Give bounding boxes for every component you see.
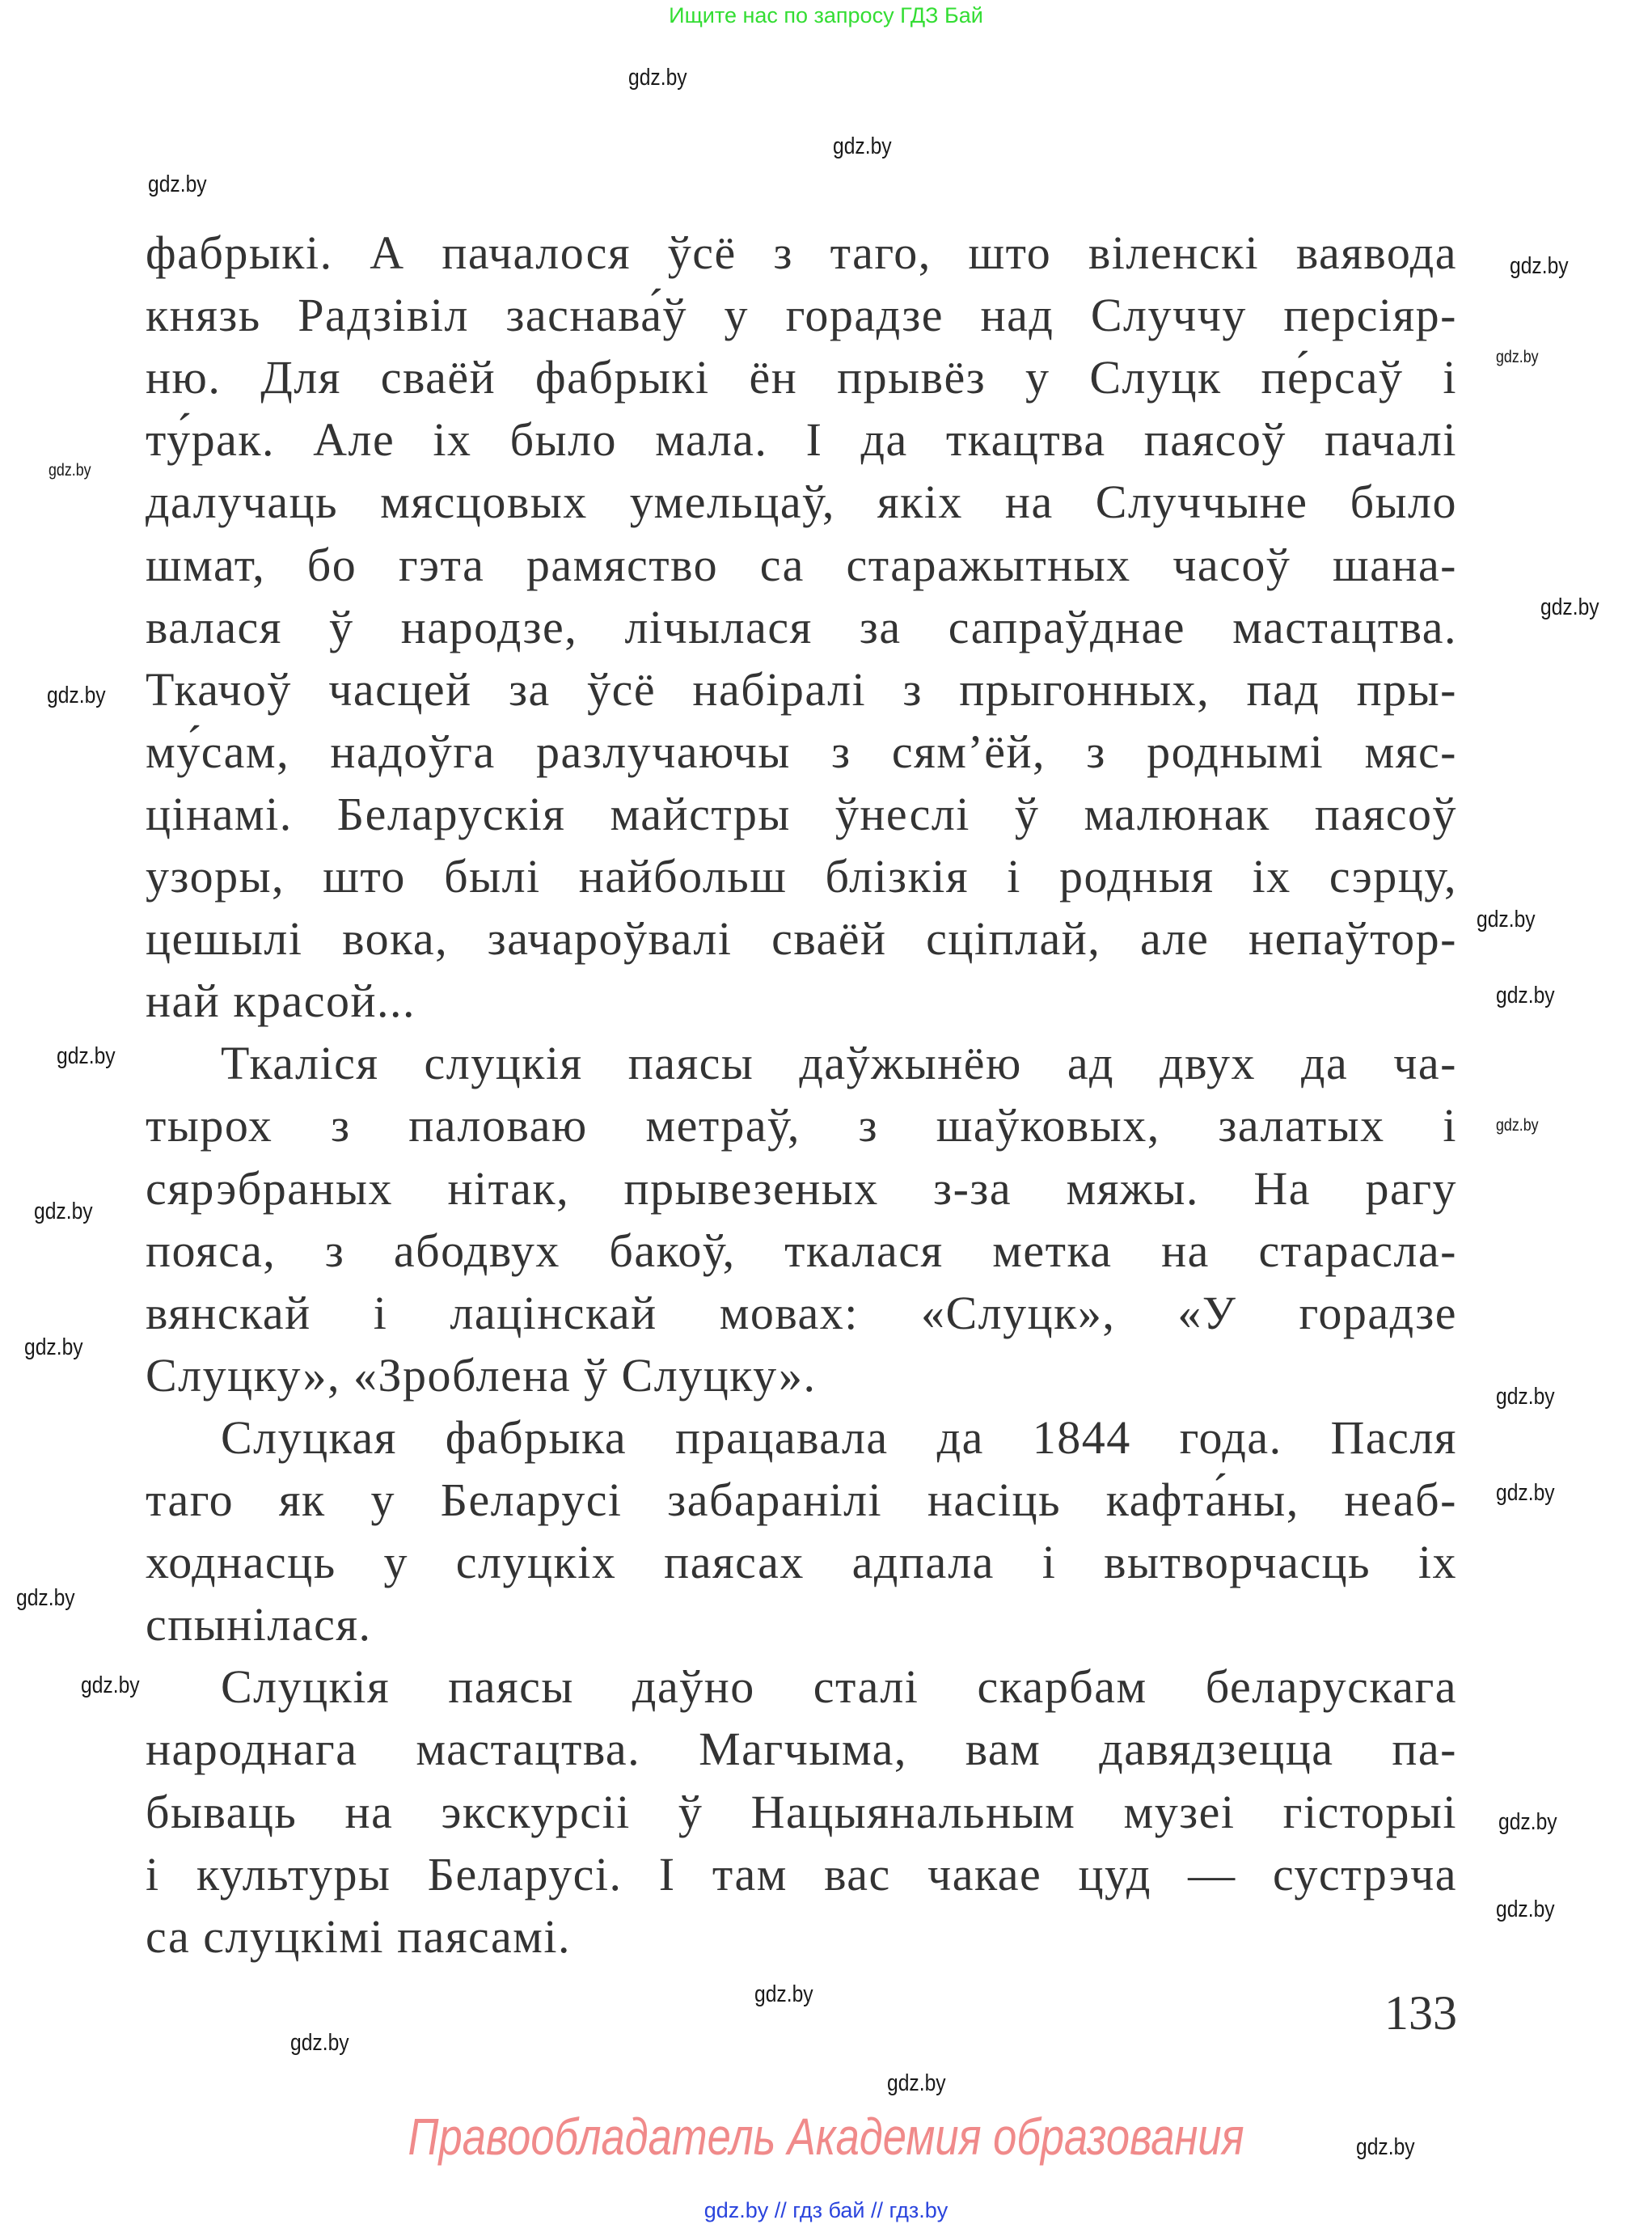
text-line: най красой... xyxy=(146,975,416,1028)
gdz-watermark: gdz.by xyxy=(1496,1116,1539,1135)
text-line: далучаць мясцовых умельцаў, якіх на Случчыне было xyxy=(146,476,1457,529)
gdz-watermark: gdz.by xyxy=(1510,253,1569,279)
gdz-watermark: gdz.by xyxy=(34,1199,93,1224)
text-line: ходнасць у слуцкіх паясах адпала і вытворчасць іх xyxy=(146,1536,1457,1589)
gdz-watermark: gdz.by xyxy=(24,1334,83,1360)
search-banner: Ищите нас по запросу ГДЗ Бай xyxy=(669,3,983,27)
footer-links[interactable]: gdz.by // гдз бай // гдз.by xyxy=(703,2198,949,2222)
text-line: узоры, што былі найбольш блізкія і родныя іх сэрцу, xyxy=(146,850,1457,903)
text-line: таго як у Беларусі забаранілі насіць кафта́ны, неаб- xyxy=(146,1474,1457,1526)
text-line: валася ў народзе, лічылася за сапраўднае мастацтва. xyxy=(146,600,1457,653)
text-line: Слуцку», «Зроблена ў Слуцку». xyxy=(146,1348,817,1402)
text-line: фабрыкі. А пачалося ўсё з таго, што віленскі ваявода xyxy=(146,226,1457,279)
rights-holder-notice xyxy=(0,2107,1652,2167)
text-line: князь Радзівіл заснава́ў у горадзе над Случчу персіяр- xyxy=(146,289,1457,342)
gdz-watermark: gdz.by xyxy=(57,1043,116,1069)
text-line: Слуцкія паясы даўно сталі скарбам беларускага xyxy=(221,1660,1457,1714)
text-line: му́сам, надоўга разлучаючы з сям’ёй, з роднымі мяс- xyxy=(146,725,1457,778)
text-line: спынілася. xyxy=(146,1598,372,1651)
text-line: народнага мастацтва. Магчыма, вам давядзецца па- xyxy=(146,1723,1457,1776)
text-line: ню. Для сваёй фабрыкі ён прывёз у Слуцк пе́рсаў і xyxy=(146,351,1457,404)
text-line: шмат, бо гэта рамяство са старажытных часоў шана- xyxy=(146,538,1457,591)
gdz-watermark: gdz.by xyxy=(1498,1809,1557,1835)
gdz-watermark: gdz.by xyxy=(1540,594,1599,620)
rights-holder-text: Правообладатель Академия образования xyxy=(408,2108,1244,2166)
text-line: Ткачоў часцей за ўсё набіралі з прыгонных, пад пры- xyxy=(146,662,1457,716)
gdz-watermark: gdz.by xyxy=(1477,907,1536,932)
gdz-watermark: gdz.by xyxy=(81,1672,140,1698)
gdz-watermark: gdz.by xyxy=(628,65,687,91)
gdz-watermark: gdz.by xyxy=(1496,348,1539,366)
gdz-watermark: gdz.by xyxy=(1496,1480,1555,1506)
text-line: вянскай і лацінскай мовах: «Слуцк», «У горадзе xyxy=(146,1286,1457,1339)
text-line: цінамі. Беларускія майстры ўнеслі ў малюнак паясоў xyxy=(146,787,1457,840)
gdz-watermark: gdz.by xyxy=(1496,983,1555,1008)
text-line: Ткаліся слуцкія паясы даўжынёю ад двух да ча- xyxy=(221,1037,1457,1090)
gdz-watermark: gdz.by xyxy=(1496,1384,1555,1410)
text-line: бываць на экскурсіі ў Нацыянальным музеі гісторыі xyxy=(146,1785,1457,1838)
page-number: 133 xyxy=(1384,1986,1457,2040)
gdz-watermark: gdz.by xyxy=(1356,2134,1415,2160)
text-line: ту́рак. Але іх было мала. І да ткацтва паясоў пачалі xyxy=(146,413,1457,467)
text-line: Слуцкая фабрыка працавала да 1844 года. Пасля xyxy=(221,1410,1457,1464)
gdz-watermark: gdz.by xyxy=(148,171,207,197)
gdz-watermark: gdz.by xyxy=(1496,1896,1555,1922)
text-line: і культуры Беларусі. І там вас чакае цуд — сустрэча xyxy=(146,1847,1457,1901)
gdz-watermark: gdz.by xyxy=(16,1585,75,1611)
text-line: сярэбраных нітак, прывезеных з-за мяжы. На рагу xyxy=(146,1161,1457,1215)
text-line: цешылі вока, зачароўвалі сваёй сціплай, але непаўтор- xyxy=(146,912,1457,966)
text-line: пояса, з абодвух бакоў, ткалася метка на старасла- xyxy=(146,1224,1457,1277)
text-line: са слуцкімі паясамі. xyxy=(146,1909,572,1963)
text-line: тырох з паловаю метраў, з шаўковых, залатых і xyxy=(146,1099,1457,1152)
gdz-watermark: gdz.by xyxy=(887,2070,946,2096)
gdz-watermark: gdz.by xyxy=(290,2030,349,2056)
gdz-watermark: gdz.by xyxy=(47,683,106,708)
gdz-watermark: gdz.by xyxy=(754,1981,813,2007)
gdz-watermark: gdz.by xyxy=(833,133,892,159)
gdz-watermark: gdz.by xyxy=(49,461,91,480)
